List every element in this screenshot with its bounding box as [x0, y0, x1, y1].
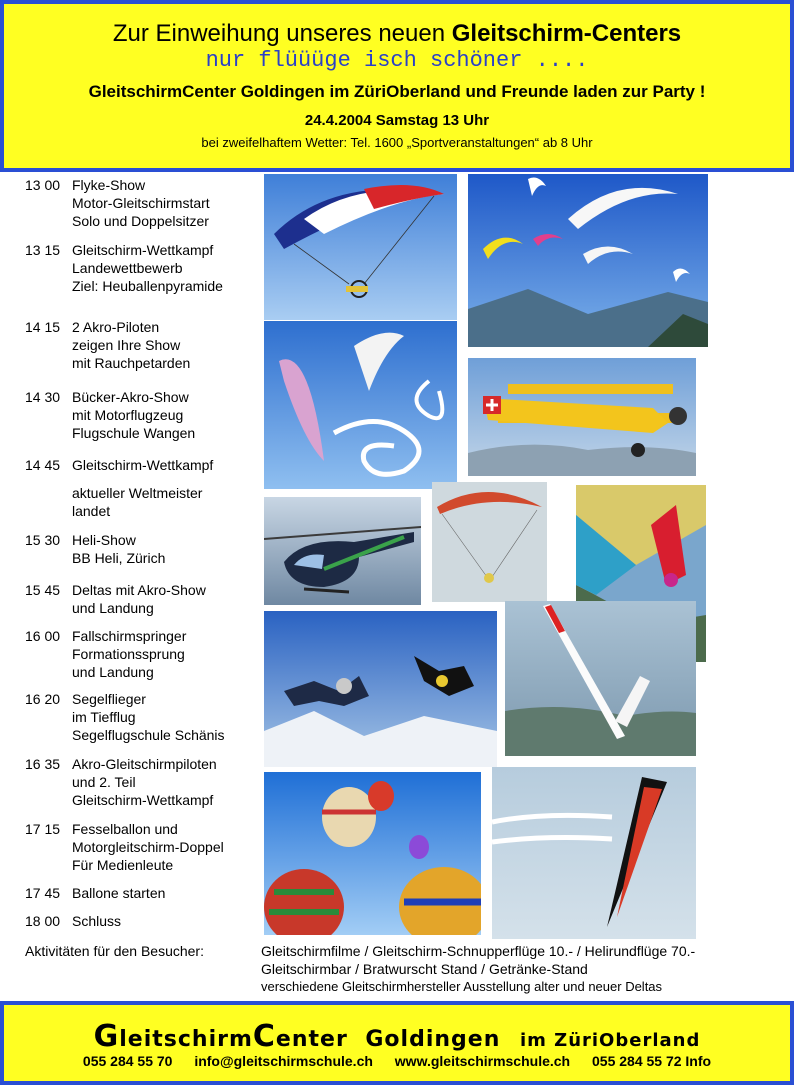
activities-label: Aktivitäten für den Besucher: — [25, 943, 204, 959]
acro-paragliders-smoke-photo — [264, 321, 457, 489]
info-phone-number[interactable]: 055 284 55 72 Info — [592, 1053, 712, 1069]
schedule-text: zeigen Ihre Show — [72, 337, 181, 353]
schedule-text: und Landung — [72, 600, 154, 616]
schedule-item — [25, 755, 261, 809]
schedule-time: 14 30 — [25, 389, 61, 405]
activities-list — [261, 942, 695, 996]
schedule-item — [25, 581, 261, 617]
motor-paraglider-photo — [432, 482, 547, 602]
headline-prefix: Zur Einweihung unseres neuen — [112, 20, 452, 47]
footer-banner — [0, 1001, 794, 1085]
schedule-time: 13 15 — [25, 242, 61, 258]
schedule-text: Formationssprung — [72, 646, 185, 662]
schedule-text: Gleitschirm-Wettkampf — [72, 242, 214, 258]
schedule-text: Motor-Gleitschirmstart — [72, 195, 210, 211]
contact-line — [4, 1053, 790, 1069]
hangglider-smoke-photo — [492, 767, 696, 939]
schedule-item — [25, 912, 261, 930]
schedule-text: Gleitschirm-Wettkampf — [72, 792, 214, 808]
schedule-item — [25, 690, 261, 744]
schedule-text: Ballone starten — [72, 885, 166, 901]
schedule-item — [25, 318, 261, 372]
schedule-text: Landewettbewerb — [72, 260, 183, 276]
schedule-time: 16 00 — [25, 628, 61, 644]
schedule-text: Bücker-Akro-Show — [72, 389, 189, 405]
schedule-text: Segelflugschule Schänis — [72, 727, 225, 743]
email-link[interactable]: info@gleitschirmschule.ch — [194, 1053, 373, 1069]
website-link[interactable]: www.gleitschirmschule.ch — [394, 1053, 571, 1069]
brand-word-enter: enter — [275, 1027, 348, 1052]
glider-plane-photo — [505, 601, 696, 756]
schedule-item — [25, 388, 261, 442]
schedule-text: und 2. Teil — [72, 774, 136, 790]
schedule-time: 13 00 — [25, 177, 61, 193]
schedule-text: BB Heli, Zürich — [72, 550, 166, 566]
schedule-item — [25, 884, 261, 902]
slogan: nur flüüüge isch schöner .... — [205, 48, 589, 73]
schedule-text: mit Rauchpetarden — [72, 355, 191, 371]
paragliders-sky-photo — [468, 174, 708, 347]
schedule-item — [25, 820, 261, 874]
weather-note: bei zweifelhaftem Wetter: Tel. 1600 „Sportveranstaltungen“ ab 8 Uhr — [201, 135, 593, 150]
brand-letter-g: G — [93, 1019, 120, 1054]
event-date: 24.4.2004 Samstag 13 Uhr — [304, 112, 490, 129]
schedule-text: Gleitschirm-Wettkampf — [72, 457, 214, 473]
schedule-text: 2 Akro-Piloten — [72, 319, 160, 335]
schedule-text: Motorgleitschirm-Doppel — [72, 839, 224, 855]
schedule-text: im Tiefflug — [72, 709, 136, 725]
schedule-time: 17 45 — [25, 885, 61, 901]
schedule-item — [25, 531, 261, 567]
activities-line: verschiedene Gleitschirmhersteller Ausstellung alter und neuer Deltas — [261, 979, 663, 994]
schedule-text: Fallschirmspringer — [72, 628, 187, 644]
schedule-text: und Landung — [72, 664, 154, 680]
schedule-text: Deltas mit Akro-Show — [72, 582, 206, 598]
skydivers-formation-photo — [264, 611, 497, 767]
schedule-text: Segelflieger — [72, 691, 146, 707]
schedule-text: Ziel: Heuballenpyramide — [72, 278, 223, 294]
schedule-time: 14 15 — [25, 319, 61, 335]
schedule-time: 15 30 — [25, 532, 61, 548]
schedule-text: Für Medienleute — [72, 857, 174, 873]
schedule-text: landet — [72, 503, 111, 519]
schedule-text: Schluss — [72, 913, 122, 929]
schedule-text: aktueller Weltmeister — [72, 485, 203, 501]
helicopter-photo — [264, 497, 421, 605]
invitation-text: GleitschirmCenter Goldingen im ZüriOberland und Freunde laden zur Party ! — [88, 82, 706, 101]
schedule-time: 16 20 — [25, 691, 61, 707]
schedule-text: Fesselballon und — [72, 821, 178, 837]
brand-letter-c: C — [252, 1019, 276, 1054]
activities-line: Gleitschirmfilme / Gleitschirm-Schnupperflüge 10.- / Helirundflüge 70.- — [261, 943, 696, 959]
schedule-text: Flugschule Wangen — [72, 425, 196, 441]
phone-number[interactable]: 055 284 55 70 — [82, 1053, 173, 1069]
schedule-item — [25, 176, 261, 230]
paramotor-flyke-photo — [264, 174, 457, 320]
schedule-item — [25, 241, 261, 295]
hot-air-balloons-photo — [264, 772, 481, 935]
brand-goldingen: Goldingen — [365, 1027, 501, 1052]
schedule-time: 16 35 — [25, 756, 61, 772]
schedule-time: 14 45 — [25, 457, 61, 473]
schedule-text: Solo und Doppelsitzer — [72, 213, 209, 229]
brand-word-leitschirm: leitschirm — [119, 1027, 253, 1052]
brand-region: im ZüriOberland — [519, 1030, 701, 1051]
header-banner — [0, 0, 794, 172]
headline-bold: Gleitschirm-Centers — [451, 20, 682, 47]
brand-title — [4, 1019, 790, 1054]
schedule-time: 17 15 — [25, 821, 61, 837]
schedule-item — [25, 456, 261, 520]
schedule-text: Flyke-Show — [72, 177, 146, 193]
biplane-hb-luo-photo — [468, 358, 696, 476]
activities-line: Gleitschirmbar / Bratwurscht Stand / Getränke-Stand — [261, 961, 588, 977]
schedule-time: 18 00 — [25, 913, 61, 929]
schedule-text: Akro-Gleitschirmpiloten — [72, 756, 217, 772]
schedule-item — [25, 627, 261, 681]
headline — [4, 20, 790, 48]
schedule-text: Heli-Show — [72, 532, 136, 548]
schedule-time: 15 45 — [25, 582, 61, 598]
schedule-text: mit Motorflugzeug — [72, 407, 184, 423]
